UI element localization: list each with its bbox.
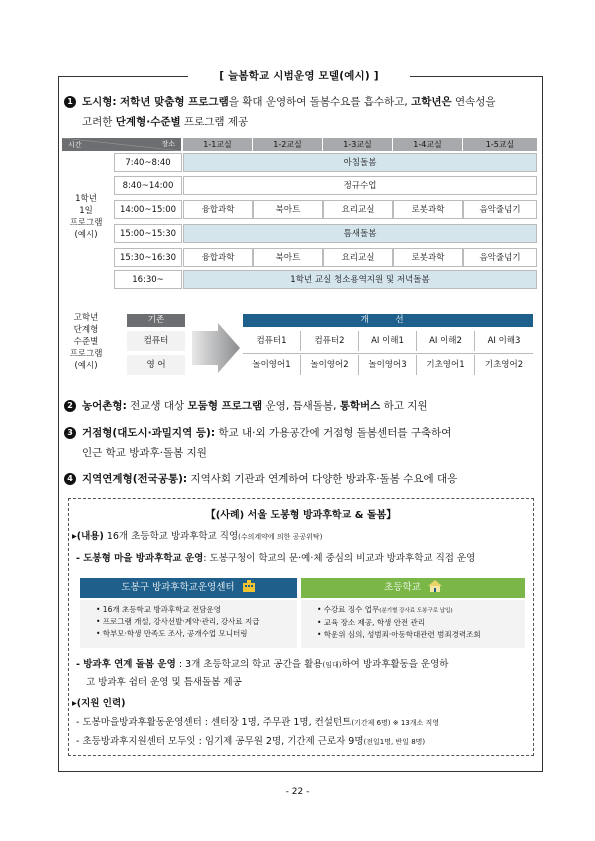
page-title: [ 늘봄학교 시범운영 모델(예시) ] — [188, 68, 410, 84]
case-line3-post: 하여 방과후활동을 운영하 — [341, 659, 449, 670]
divider — [243, 353, 533, 354]
corner-place: 장소 — [161, 140, 175, 148]
new-header: 개 선 — [243, 314, 533, 327]
item4-text1: 지역사회 기관과 연계하여 다양한 방과후·돌봄 수요에 대응 — [190, 473, 458, 485]
span-cell: 아침돌봄 — [183, 153, 537, 172]
item4 — [64, 469, 457, 489]
case-line1-text: 16개 초등학교 방과후학교 직영 — [106, 531, 239, 542]
item1-line2 — [82, 112, 248, 132]
bullet-item: • 프로그램 개설, 강사선발·계약·관리, 강사료 지급 — [96, 617, 260, 626]
case-line7 — [76, 735, 425, 749]
bullet-text: • 수강료 징수 업무 — [317, 605, 380, 614]
item1-bold3: 단계형·수준별 — [115, 116, 181, 128]
new-item: 컴퓨터2 — [301, 331, 359, 351]
column-header: 1-5교실 — [463, 138, 537, 151]
bullet-item — [317, 604, 525, 617]
item3-line1 — [64, 423, 451, 443]
case-line1 — [72, 530, 322, 544]
row-group-label: 1학년 1일 프로그램 (예시) — [69, 194, 103, 240]
item1-text2: 연속성을 — [454, 96, 496, 108]
case-line2 — [76, 552, 475, 566]
item3-line2: 인근 학교 방과후·돌봄 지원 — [82, 447, 207, 459]
case-line1-small: (수의계약에 의한 공공위탁) — [238, 533, 323, 541]
time-cell: 15:30~16:30 — [114, 248, 182, 267]
new-item: AI 이해3 — [487, 336, 521, 346]
time-cell: 16:30~ — [114, 270, 182, 289]
program-cell: 로봇과학 — [393, 200, 463, 219]
bullet-item: • 16개 초등학교 방과후학교 전담운영 — [96, 605, 221, 614]
new-item: AI 이해2 — [417, 331, 475, 351]
schedule-corner — [62, 138, 181, 151]
case-line1-bold: ▸(내용) — [72, 531, 104, 542]
bullet-item: • 학운위 심의, 성범죄·아동학대관련 범죄경력조회 — [317, 630, 481, 639]
item1-bold1: 저학년 맞춤형 프로그램 — [119, 96, 229, 108]
item1-bold2: 고학년은 — [411, 96, 452, 108]
bullet-small: (분기별 강사료 도봉구로 납입) — [379, 608, 453, 614]
new-item: 놀이영어1 — [243, 355, 301, 375]
center-bar-label: 도봉구 방과후학교운영센터 — [121, 582, 235, 593]
bullet-item: • 교육 장소 제공, 학생 안전 관리 — [317, 618, 426, 627]
item2-text3: 하고 지원 — [383, 400, 428, 412]
case-line3-text: : 3개 초등학교의 학교 공간을 활용 — [178, 659, 323, 670]
time-cell: 7:40~8:40 — [114, 153, 182, 172]
program-cell: 융합과학 — [183, 200, 253, 219]
old-item: 영 어 — [127, 355, 185, 375]
circle-number-3: 3 — [64, 427, 76, 439]
new-item: 놀이영어3 — [359, 355, 417, 375]
program-cell: 로봇과학 — [393, 248, 463, 267]
circle-number-4: 4 — [64, 473, 76, 485]
program-cell: 요리교실 — [323, 248, 393, 267]
span-cell: 1학년 교실 청소용역지원 및 저녁돌봄 — [183, 270, 537, 289]
program-cell: 음악줄넘기 — [463, 200, 537, 219]
item1-line1 — [64, 92, 539, 112]
item1-text1: 을 확대 운영하여 돌봄수요를 흡수하고, — [228, 96, 408, 108]
span-cell: 정규수업 — [183, 176, 537, 195]
case-line2-bold: - 도봉형 마을 방과후학교 운영 — [76, 553, 204, 564]
item1-label: 도시형: — [82, 96, 117, 108]
school-bullets — [301, 600, 525, 648]
right-arrow-icon — [192, 323, 240, 373]
program-cell: 음악줄넘기 — [463, 248, 537, 267]
case-line7-small: (전일1명, 반일 8명) — [363, 738, 426, 746]
case-line6-small: (기간제 6명) ※ 13개소 직영 — [351, 719, 440, 727]
circle-number-2: 2 — [64, 400, 76, 412]
old-item: 컴퓨터 — [127, 331, 185, 351]
page-number: - 22 - — [285, 787, 310, 797]
case-line7-text: - 초등방과후지원센터 모두잇 : 임기제 공무원 2명, 기간제 근로자 9명 — [76, 736, 364, 747]
new-item: 기초영어2 — [484, 360, 524, 370]
column-header: 1-3교실 — [323, 138, 392, 151]
item2-bold2: 통학버스 — [339, 400, 381, 412]
time-cell: 15:00~15:30 — [114, 224, 182, 243]
time-cell: 14:00~15:00 — [114, 200, 182, 219]
case-line3-bold: - 방과후 연계 돌봄 운영 — [76, 659, 176, 670]
compare-row-label: 고학년 단계형 수준별 프로그램 (예시) — [69, 313, 103, 371]
item3-label: 거점형(대도시·과밀지역 등): — [82, 427, 216, 439]
case-line6-text: - 도봉마을방과후활동운영센터 : 센터장 1명, 주무관 1명, 컨설턴트 — [76, 717, 352, 728]
column-header: 1-2교실 — [253, 138, 322, 151]
school-bar-label: 초등학교 — [384, 582, 421, 593]
item3-text1: 학교 내·외 가용공간에 거점형 돌봄센터를 구축하여 — [218, 427, 452, 439]
item2 — [64, 396, 428, 416]
school-bar — [301, 578, 525, 598]
item1-line2-post: 프로그램 제공 — [183, 116, 249, 128]
column-header: 1-4교실 — [393, 138, 462, 151]
time-cell: 8:40~14:00 — [114, 176, 182, 195]
new-item: AI 이해1 — [359, 331, 417, 351]
case-line6 — [76, 716, 439, 730]
column-header: 1-1교실 — [183, 138, 252, 151]
item2-text1: 전교생 대상 — [130, 400, 185, 412]
center-bullets — [80, 600, 297, 648]
corner-time: 시간 — [68, 141, 82, 149]
case-line2-text: : 도봉구청이 학교의 문·예·체 중심의 비교과 방과후학교 직접 운영 — [203, 553, 476, 564]
new-item: 기초영어1 — [417, 355, 475, 375]
item2-text2: 운영, 틈새돌봄, — [265, 400, 337, 412]
program-cell: 북아트 — [253, 248, 323, 267]
bullet-item: • 학부모·학생 만족도 조사, 공개수업 모니터링 — [96, 629, 248, 638]
program-cell: 북아트 — [253, 200, 323, 219]
new-item: 컴퓨터1 — [243, 331, 301, 351]
case-line5-bold: ▸(지원 인력) — [72, 698, 126, 709]
program-cell: 융합과학 — [183, 248, 253, 267]
center-bar — [80, 578, 297, 598]
case-line4: 고 방과후 쉼터 운영 및 틈새돌봄 제공 — [86, 677, 242, 688]
span-cell: 틈새돌봄 — [183, 224, 537, 243]
item2-bold1: 모둠형 프로그램 — [187, 400, 263, 412]
school-icon — [428, 580, 442, 600]
item4-label: 지역연계형(전국공통): — [82, 473, 188, 485]
circle-number-1: 1 — [64, 96, 76, 108]
new-item: 놀이영어2 — [301, 355, 359, 375]
case-line3 — [76, 658, 448, 672]
item2-label: 농어촌형: — [82, 400, 127, 412]
case-line5 — [72, 697, 125, 711]
building-icon — [242, 580, 256, 600]
case-line3-small: (임대) — [322, 661, 342, 669]
case-title: 【(사례) 서울 도봉형 방과후학교 & 돌봄】 — [205, 510, 397, 521]
old-header: 기존 — [127, 314, 185, 327]
item1-line2-pre: 고려한 — [82, 116, 113, 128]
program-cell: 요리교실 — [323, 200, 393, 219]
